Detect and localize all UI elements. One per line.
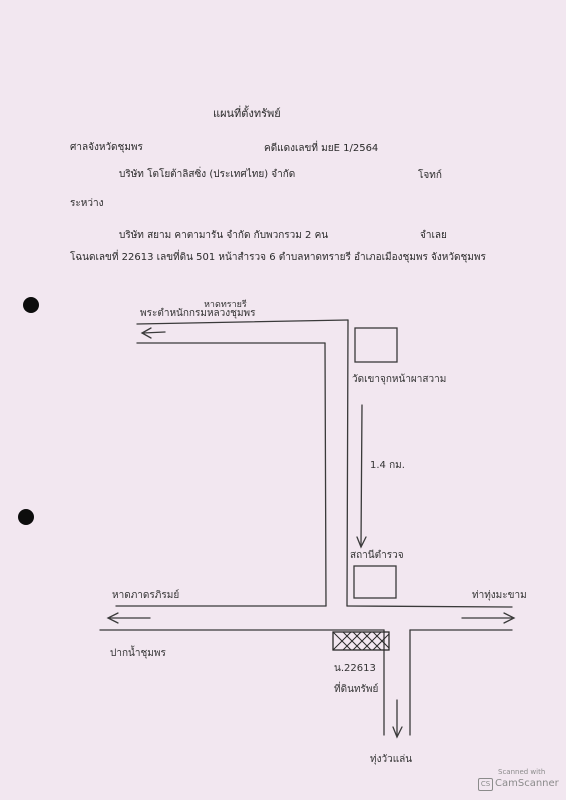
map-label-top-2: พระตำหนักกรมหลวงชุมพร xyxy=(140,308,256,319)
temple-landmark xyxy=(355,328,397,362)
plaintiff-name: บริษัท โตโยต้าลิสซิ่ง (ประเทศไทย) จำกัด xyxy=(119,169,296,180)
deed-description: โฉนดเลขที่ 22613 เลขที่ดิน 501 หน้าสำรวจ 6 ตำบลหาดทรายรี อำเภอเมืองชุมพร จังหวัดชุมพร xyxy=(70,252,486,263)
road-label-left: หาดภาดรภิรมย์ xyxy=(112,590,180,601)
temple-label: วัดเขาจุกหน้าผาสวาม xyxy=(352,374,447,385)
deed-mark-label: น.22613 xyxy=(334,663,376,674)
watermark-small-text: Scanned with xyxy=(498,768,546,776)
river-label: ปากน้ำชุมพร xyxy=(110,648,166,659)
court-name: ศาลจังหวัดชุมพร xyxy=(70,142,143,153)
defendant-name: บริษัท สยาม คาตามารัน จำกัด กับพวกรวม 2 คน xyxy=(119,230,329,241)
plaintiff-role: โจทก์ xyxy=(418,170,442,181)
distance-label: 1.4 กม. xyxy=(370,460,405,471)
property-label: ที่ดินทรัพย์ xyxy=(334,684,379,695)
road-label-bottom: ทุ่งวัวแล่น xyxy=(370,754,413,765)
property-plot xyxy=(333,632,389,650)
police-station-label: สถานีตำรวจ xyxy=(350,550,404,561)
defendant-role: จำเลย xyxy=(420,230,447,241)
case-number: คดีแดงเลขที่ มยE 1/2564 xyxy=(264,143,379,154)
map-label-top-1: หาดทรายรี xyxy=(204,300,247,310)
camscanner-watermark xyxy=(478,768,560,794)
police-station-landmark xyxy=(354,566,396,598)
document-title: แผนที่ตั้งทรัพย์ xyxy=(213,107,281,120)
road-label-right: ท่าทุ่งมะขาม xyxy=(472,590,527,601)
between-label: ระหว่าง xyxy=(70,198,104,209)
watermark-name: CamScanner xyxy=(495,778,559,789)
camscanner-icon: CS xyxy=(478,778,493,791)
